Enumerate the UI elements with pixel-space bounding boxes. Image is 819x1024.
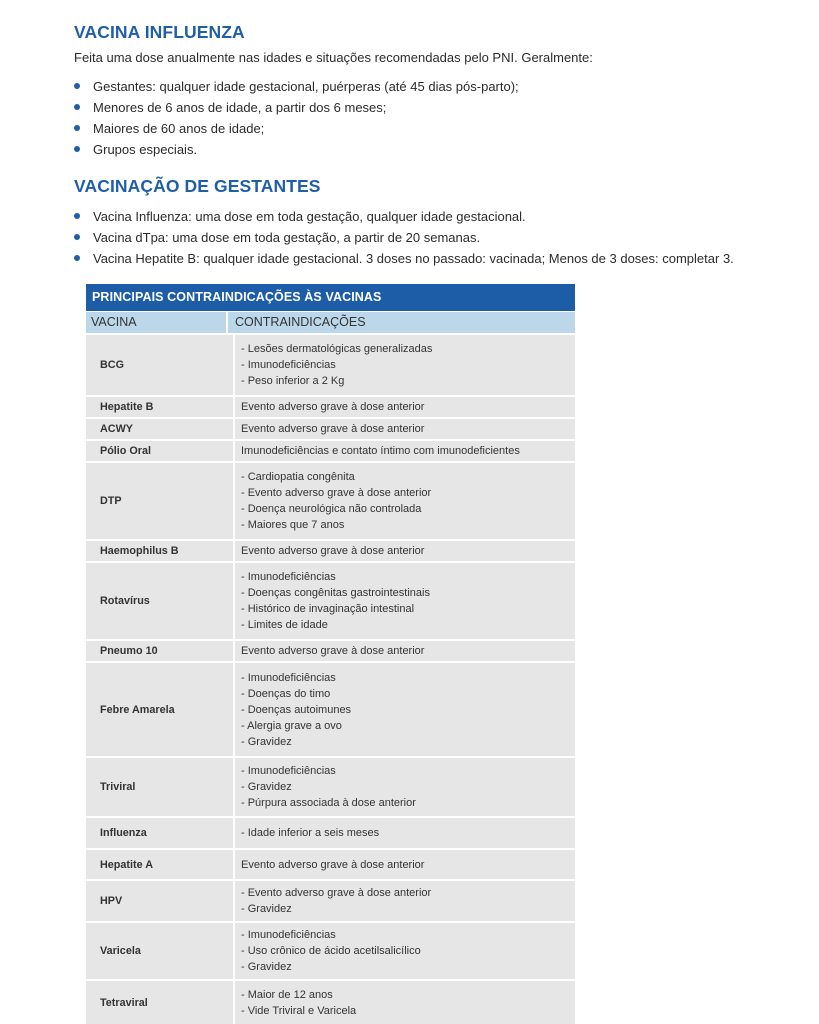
contraindications-cell xyxy=(233,441,575,461)
contraindication-line: - Gravidez xyxy=(241,735,292,748)
vaccine-name-cell: Tetraviral xyxy=(100,996,148,1009)
contraindication-line: - Vide Triviral e Varicela xyxy=(241,1004,357,1017)
contraindications-cell xyxy=(233,563,575,639)
contraindication-line: - Lesões dermatológicas generalizadas xyxy=(241,343,433,355)
contraindication-line: - Peso inferior a 2 Kg xyxy=(241,375,345,387)
vaccine-name-cell: Varicela xyxy=(100,945,141,957)
contraindication-line: - Imunodeficiências xyxy=(241,571,336,583)
contraindications-cell xyxy=(233,850,575,879)
list-item xyxy=(74,76,519,97)
bullet-icon xyxy=(74,146,80,152)
contraindication-line: - Alergia grave a ovo xyxy=(241,719,342,732)
table-row xyxy=(86,333,575,395)
table-row xyxy=(86,395,575,417)
contraindication-line: - Maiores que 7 anos xyxy=(241,519,345,531)
vaccine-name-cell: Hepatite B xyxy=(100,401,154,413)
contraindication-line: - Imunodeficiências xyxy=(241,765,336,777)
list-item-text: Vacina dTpa: uma dose em toda gestação, a partir de 20 semanas. xyxy=(93,230,481,245)
influenza-intro: Feita uma dose anualmente nas idades e situações recomendadas pelo PNI. Geralmente: xyxy=(74,50,593,65)
contraindications-cell xyxy=(233,981,575,1024)
list-item-text: Maiores de 60 anos de idade; xyxy=(93,121,265,136)
table-row xyxy=(86,816,575,848)
table-row xyxy=(86,921,575,979)
vaccine-name-cell: Pneumo 10 xyxy=(100,645,158,657)
contraindication-line: - Doenças autoimunes xyxy=(241,703,352,716)
table-body xyxy=(86,333,575,1024)
table-row xyxy=(86,439,575,461)
contraindications-cell xyxy=(233,419,575,439)
contraindications-table xyxy=(86,284,575,1024)
contraindication-line: - Uso crônico de ácido acetilsalicílico xyxy=(241,945,421,957)
contraindication-line: Evento adverso grave à dose anterior xyxy=(241,645,425,657)
vaccine-name-cell: Hepatite A xyxy=(100,858,153,871)
contraindication-line: - Doença neurológica não controlada xyxy=(241,503,422,515)
contraindications-cell xyxy=(233,541,575,561)
contraindication-line: Evento adverso grave à dose anterior xyxy=(241,423,425,435)
contraindications-cell xyxy=(233,881,575,921)
contraindication-line: Evento adverso grave à dose anterior xyxy=(241,858,425,871)
list-item xyxy=(74,248,734,269)
table-row xyxy=(86,661,575,756)
table-row xyxy=(86,561,575,639)
contraindications-cell xyxy=(233,463,575,539)
contraindication-line: - Doenças do timo xyxy=(241,687,331,700)
list-item xyxy=(74,227,734,248)
contraindication-line: Imunodeficiências e contato íntimo com imunodeficientes xyxy=(241,445,520,457)
contraindication-line: - Púrpura associada à dose anterior xyxy=(241,797,416,809)
table-header xyxy=(86,311,575,333)
table-row xyxy=(86,639,575,661)
contraindications-cell xyxy=(233,923,575,979)
table-row xyxy=(86,461,575,539)
list-item xyxy=(74,97,519,118)
list-item-text: Vacina Influenza: uma dose em toda gestação, qualquer idade gestacional. xyxy=(93,209,526,224)
table-row xyxy=(86,879,575,921)
contraindications-cell xyxy=(233,663,575,756)
list-item-text: Gestantes: qualquer idade gestacional, puérperas (até 45 dias pós-parto); xyxy=(93,79,519,94)
bullet-icon xyxy=(74,104,80,110)
gestantes-heading: VACINAÇÃO DE GESTANTES xyxy=(74,176,321,196)
contraindications-cell xyxy=(233,335,575,395)
table-row xyxy=(86,756,575,816)
list-item xyxy=(74,118,519,139)
contraindication-line: - Evento adverso grave à dose anterior xyxy=(241,887,432,899)
influenza-heading: VACINA INFLUENZA xyxy=(74,22,245,42)
bullet-icon xyxy=(74,83,80,89)
table-row xyxy=(86,979,575,1024)
vaccine-name-cell: Haemophilus B xyxy=(100,545,179,557)
vaccine-name-cell: Febre Amarela xyxy=(100,703,175,716)
list-item-text: Vacina Hepatite B: qualquer idade gestacional. 3 doses no passado: vacinada; Menos de 3 doses: completar 3. xyxy=(93,251,734,266)
contraindication-line: Evento adverso grave à dose anterior xyxy=(241,545,425,557)
list-item xyxy=(74,206,734,227)
contraindications-cell xyxy=(233,758,575,816)
list-item-text: Menores de 6 anos de idade, a partir dos 6 meses; xyxy=(93,100,387,115)
vaccine-name-cell: Rotavírus xyxy=(100,595,150,607)
vaccine-name-cell: DTP xyxy=(100,495,122,507)
table-title: PRINCIPAIS CONTRAINDICAÇÕES ÀS VACINAS xyxy=(86,284,575,311)
contraindication-line: - Gravidez xyxy=(241,781,292,793)
bullet-icon xyxy=(74,213,80,219)
table-row xyxy=(86,417,575,439)
contraindication-line: - Imunodeficiências xyxy=(241,929,336,941)
vaccine-name-cell: ACWY xyxy=(100,423,133,435)
contraindications-cell xyxy=(233,641,575,661)
bullet-icon xyxy=(74,255,80,261)
contraindication-line: - Imunodeficiências xyxy=(241,359,336,371)
contraindications-cell xyxy=(233,818,575,848)
column-header-vaccine: VACINA xyxy=(91,315,137,329)
table-row xyxy=(86,848,575,879)
vaccine-name-cell: Triviral xyxy=(100,781,136,793)
bullet-icon xyxy=(74,125,80,131)
bullet-icon xyxy=(74,234,80,240)
contraindication-line: - Gravidez xyxy=(241,903,292,915)
list-item xyxy=(74,139,519,160)
contraindication-line: - Idade inferior a seis meses xyxy=(241,827,380,839)
contraindication-line: - Maior de 12 anos xyxy=(241,988,333,1001)
contraindication-line: - Cardiopatia congênita xyxy=(241,471,355,483)
contraindication-line: - Gravidez xyxy=(241,961,292,973)
vaccine-name-cell: BCG xyxy=(100,359,124,371)
vaccine-name-cell: HPV xyxy=(100,895,123,907)
contraindications-cell xyxy=(233,397,575,417)
table-row xyxy=(86,539,575,561)
contraindication-line: - Doenças congênitas gastrointestinais xyxy=(241,587,430,599)
gestantes-list xyxy=(74,206,734,269)
contraindication-line: - Evento adverso grave à dose anterior xyxy=(241,487,432,499)
column-header-contraindications: CONTRAINDICAÇÕES xyxy=(226,312,575,333)
contraindication-line: - Limites de idade xyxy=(241,619,328,631)
contraindication-line: - Imunodeficiências xyxy=(241,671,336,684)
list-item-text: Grupos especiais. xyxy=(93,142,198,157)
contraindication-line: - Histórico de invaginação intestinal xyxy=(241,603,415,615)
influenza-list xyxy=(74,76,519,160)
contraindication-line: Evento adverso grave à dose anterior xyxy=(241,401,425,413)
vaccine-name-cell: Influenza xyxy=(100,827,147,839)
vaccine-name-cell: Pólio Oral xyxy=(100,445,151,457)
